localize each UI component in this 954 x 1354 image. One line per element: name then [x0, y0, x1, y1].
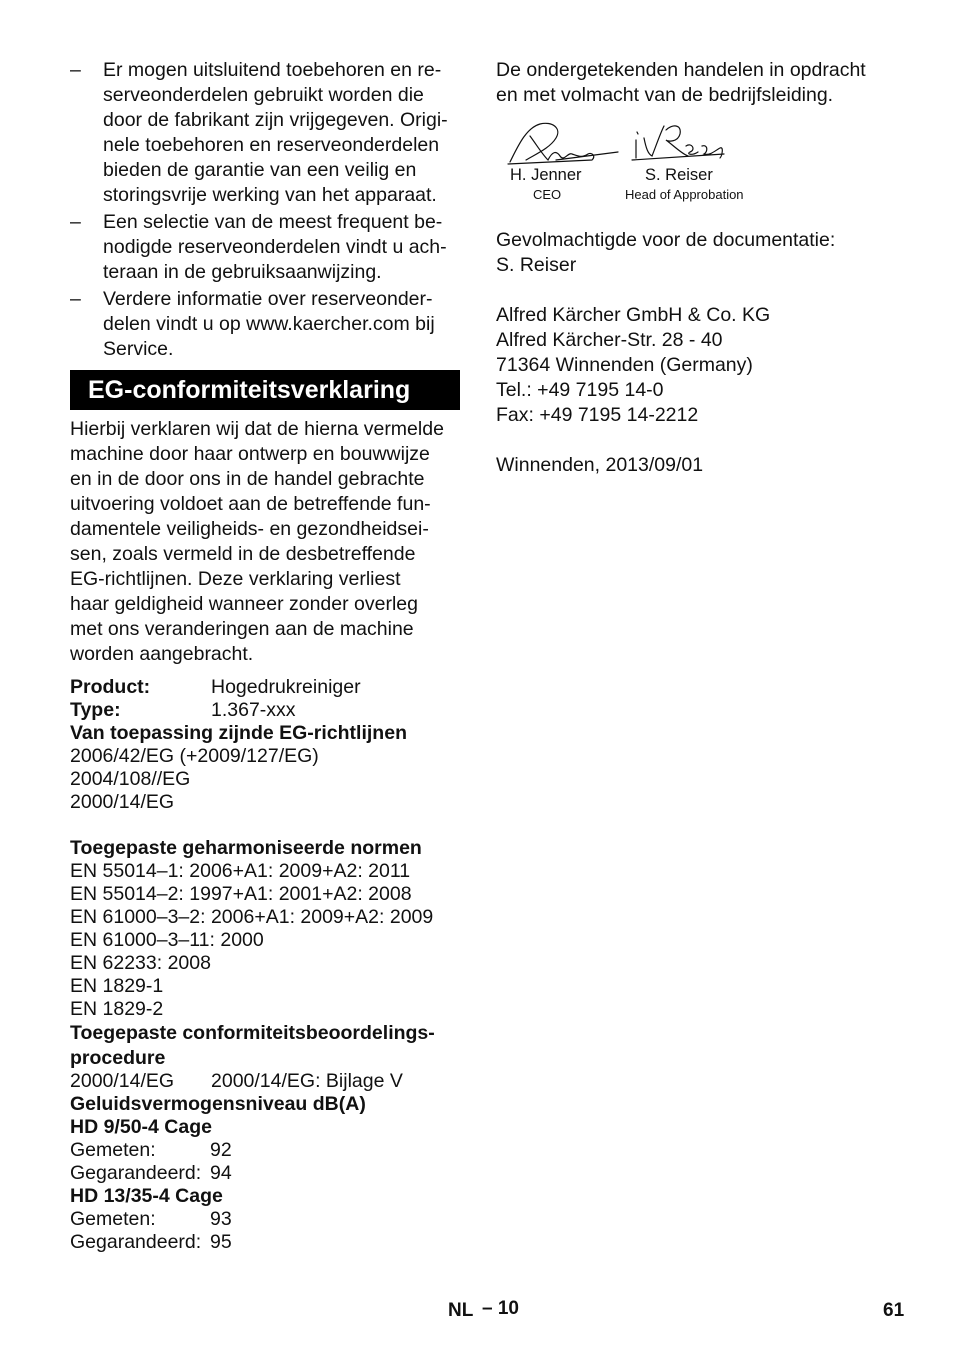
text-line: bieden de garantie van een veilig en [103, 159, 417, 181]
guaranteed-row [70, 1231, 462, 1254]
text-line: nodigde reserveonderdelen vindt u ach- [103, 236, 447, 258]
model-name: HD 9/50-4 Cage [70, 1116, 212, 1138]
procedure-value: 2000/14/EG: Bijlage V [211, 1070, 403, 1092]
text-line: haar geldigheid wanneer zonder overleg [70, 593, 418, 615]
declaration-paragraph [70, 417, 462, 667]
standard-item: EN 1829-1 [70, 975, 164, 997]
bullet-item [70, 58, 462, 208]
text-line: Winnenden, 2013/09/01 [496, 454, 704, 476]
sound-title: Geluidsvermogensniveau dB(A) [70, 1093, 366, 1115]
text-line: Er mogen uitsluitend toebehoren en re- [103, 59, 442, 81]
measured-row [70, 1208, 462, 1231]
standard-item: EN 62233: 2008 [70, 952, 211, 974]
intro-paragraph [496, 58, 896, 108]
directive-item: 2006/42/EG (+2009/127/EG) [70, 745, 319, 767]
standard-item: EN 55014–1: 2006+A1: 2009+A2: 2011 [70, 860, 411, 882]
standard-item: EN 1829-2 [70, 998, 164, 1020]
measured-value: 92 [210, 1139, 232, 1161]
measured-row [70, 1139, 462, 1162]
directive-item: 2000/14/EG [70, 791, 175, 813]
text-line: 71364 Winnenden (Germany) [496, 354, 753, 376]
text-line: worden aangebracht. [70, 643, 254, 665]
bullet-item [70, 287, 462, 362]
measured-value: 93 [210, 1208, 232, 1230]
text-line: delen vindt u op www.kaercher.com bij [103, 313, 435, 335]
signer-role: CEO [533, 187, 562, 202]
model-name: HD 13/35-4 Cage [70, 1185, 223, 1207]
standard-item: EN 61000–3–2: 2006+A1: 2009+A2: 2009 [70, 906, 434, 928]
text-line: Een selectie van de meest frequent be- [103, 211, 443, 233]
section-heading: EG-conformiteitsverklaring [70, 370, 460, 410]
signer-role: Head of Approbation [625, 187, 744, 202]
measured-label: Gemeten: [70, 1208, 156, 1230]
text-line: nele toebehoren en reserveonderdelen [103, 134, 440, 156]
guaranteed-value: 95 [210, 1231, 232, 1253]
footer-language: NL [448, 1300, 474, 1321]
text-line: Fax: +49 7195 14-2212 [496, 404, 699, 426]
signature-jenner [508, 123, 618, 164]
bullet-dash: – [70, 288, 81, 310]
text-line: uitvoering voldoet aan de betreffende fun- [70, 493, 431, 515]
measured-label: Gemeten: [70, 1139, 156, 1161]
procedure-title-cont: procedure [70, 1047, 166, 1069]
type-label: Type: [70, 699, 121, 721]
spec-block [70, 676, 462, 1254]
text-line: damentele veiligheids- en gezondheidsei- [70, 518, 429, 540]
guaranteed-value: 94 [210, 1162, 232, 1184]
type-row [70, 699, 462, 722]
procedure-key: 2000/14/EG [70, 1070, 175, 1092]
procedure-row [70, 1070, 462, 1093]
text-line: storingsvrije werking van het apparaat. [103, 184, 437, 206]
text-line: Alfred Kärcher-Str. 28 - 40 [496, 329, 723, 351]
text-line: Service. [103, 338, 174, 360]
text-line: S. Reiser [496, 254, 577, 276]
text-line: serveonderdelen gebruikt worden die [103, 84, 424, 106]
documentation-paragraph [496, 228, 896, 278]
text-line: teraan in de gebruiksaanwijzing. [103, 261, 382, 283]
guaranteed-label: Gegarandeerd: [70, 1162, 202, 1184]
guaranteed-label: Gegarandeerd: [70, 1231, 202, 1253]
text-line: Hierbij verklaren wij dat de hierna vermelde [70, 418, 444, 440]
address-block [496, 303, 896, 428]
guaranteed-row [70, 1162, 462, 1185]
standards-title: Toegepaste geharmoniseerde normen [70, 837, 422, 859]
footer-page-number: 61 [883, 1300, 905, 1321]
procedure-title: Toegepaste conformiteitsbeoordelings- [70, 1022, 435, 1044]
standard-item: EN 61000–3–11: 2000 [70, 929, 264, 951]
signature-reiser [632, 126, 724, 160]
directives-title: Van toepassing zijnde EG-richtlijnen [70, 722, 407, 744]
text-line: en in de door ons in de handel gebrachte [70, 468, 425, 490]
place-date [496, 453, 896, 478]
text-line: machine door haar ontwerp en bouwwijze [70, 443, 430, 465]
text-line: Alfred Kärcher GmbH & Co. KG [496, 304, 771, 326]
text-line: Tel.: +49 7195 14-0 [496, 379, 664, 401]
text-line: EG-richtlijnen. Deze verklaring verliest [70, 568, 401, 590]
right-column [496, 58, 896, 478]
left-column [70, 58, 462, 1254]
signer-name: H. Jenner [510, 166, 582, 184]
footer-section-page: – 10 [482, 1298, 519, 1319]
directive-item: 2004/108//EG [70, 768, 191, 790]
signer-name: S. Reiser [645, 166, 713, 184]
product-value: Hogedrukreiniger [211, 676, 361, 698]
text-line: door de fabrikant zijn vrijgegeven. Origi- [103, 109, 448, 131]
text-line: sen, zoals vermeld in de desbetreffende [70, 543, 416, 565]
text-line: De ondergetekenden handelen in opdracht [496, 59, 866, 81]
text-line: met ons veranderingen aan de machine [70, 618, 414, 640]
type-value: 1.367-xxx [211, 699, 296, 721]
text-line: Gevolmachtigde voor de documentatie: [496, 229, 836, 251]
bullet-dash: – [70, 59, 81, 81]
text-line: Verdere informatie over reserveonder- [103, 288, 433, 310]
bullet-item [70, 210, 462, 285]
signature-area [496, 116, 896, 226]
product-label: Product: [70, 676, 151, 698]
text-line: en met volmacht van de bedrijfsleiding. [496, 84, 834, 106]
product-row [70, 676, 462, 699]
standard-item: EN 55014–2: 1997+A1: 2001+A2: 2008 [70, 883, 412, 905]
bullet-dash: – [70, 211, 81, 233]
